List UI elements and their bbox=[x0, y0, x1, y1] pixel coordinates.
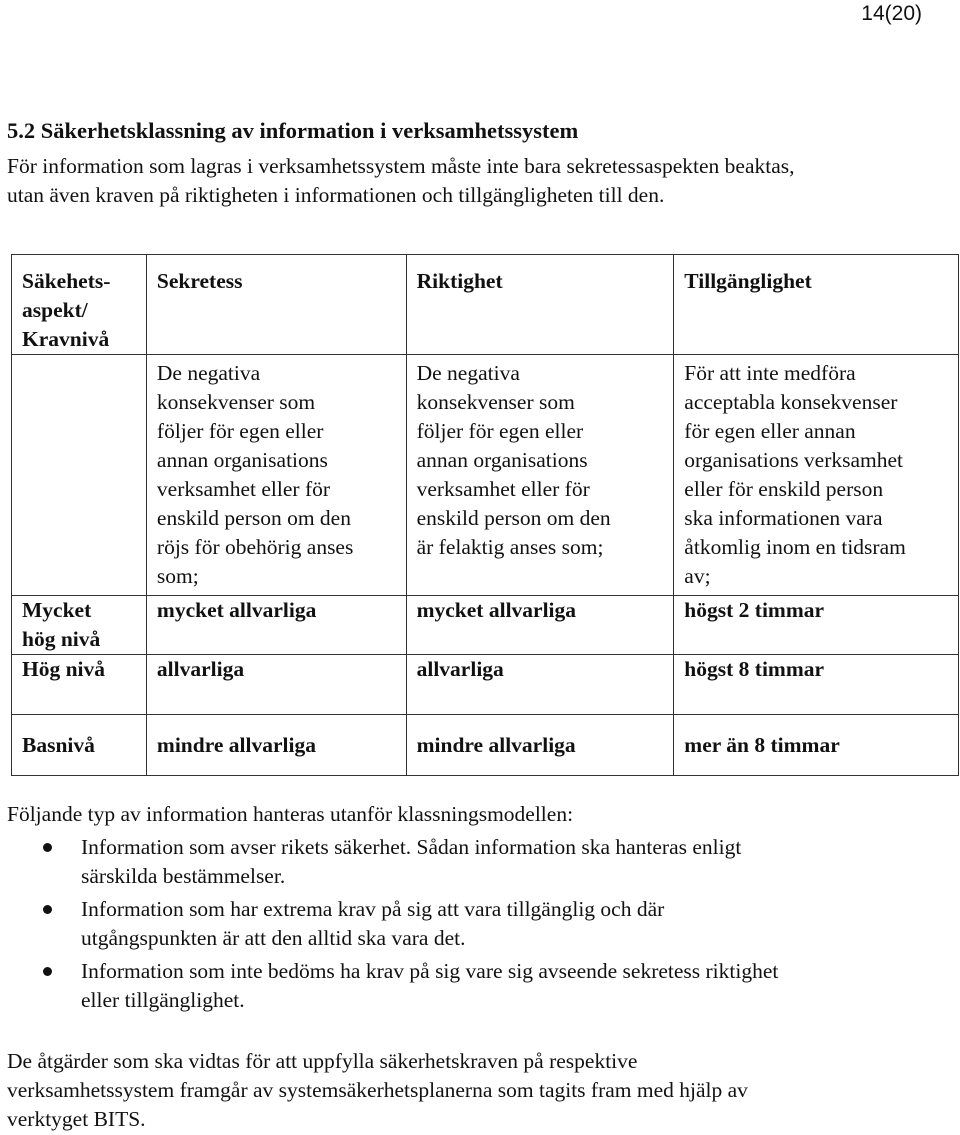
intro-line: För information som lagras i verksamhetssystem måste inte bara sekretessaspekten beaktas, bbox=[7, 154, 795, 178]
level-value-riktighet: mindre allvarliga bbox=[406, 715, 674, 776]
page-number: 14(20) bbox=[861, 2, 922, 25]
corner-label-line: aspekt/ bbox=[22, 298, 88, 322]
desc-line: enskild person om den bbox=[416, 506, 611, 530]
intro-line: utan även kraven på riktigheten i informationen och tillgängligheten till den. bbox=[7, 183, 665, 207]
desc-line: verksamhet eller för bbox=[156, 477, 331, 501]
after-table-text: Följande typ av information hanteras utanför klassningsmodellen: bbox=[7, 802, 574, 826]
level-value-sekretess: allvarliga bbox=[146, 655, 406, 715]
list-item-line: eller tillgänglighet. bbox=[81, 988, 245, 1012]
column-header-tillganglighet: Tillgänglighet bbox=[674, 255, 959, 355]
desc-line: åtkomlig inom en tidsram bbox=[684, 535, 906, 559]
desc-line: konsekvenser som bbox=[416, 390, 575, 414]
description-sekretess bbox=[146, 355, 406, 596]
exclusion-list bbox=[7, 833, 952, 1019]
desc-line: De negativa bbox=[156, 361, 261, 385]
list-item bbox=[7, 895, 952, 953]
desc-line: enskild person om den bbox=[156, 506, 351, 530]
desc-line: konsekvenser som bbox=[156, 390, 316, 414]
level-value-sekretess: mycket allvarliga bbox=[146, 596, 406, 655]
corner-header-cell bbox=[12, 255, 147, 355]
desc-line: annan organisations bbox=[156, 448, 328, 472]
empty-cell bbox=[12, 355, 147, 596]
closing-line: verktyget BITS. bbox=[7, 1107, 146, 1131]
level-label-line: hög nivå bbox=[22, 627, 101, 651]
list-item bbox=[7, 833, 952, 891]
desc-line: verksamhet eller för bbox=[416, 477, 590, 501]
level-row-hog bbox=[12, 655, 959, 715]
desc-line: för egen eller annan bbox=[684, 419, 856, 443]
section-heading: 5.2 Säkerhetsklassning av information i verksamhetssystem bbox=[7, 118, 579, 143]
bullet-icon bbox=[43, 967, 52, 976]
list-item-line: särskilda bestämmelser. bbox=[81, 864, 286, 888]
bullet-icon bbox=[43, 843, 52, 852]
intro-paragraph bbox=[7, 152, 952, 210]
level-value-riktighet: mycket allvarliga bbox=[406, 596, 674, 655]
list-item-line: Information som avser rikets säkerhet. Sådan information ska hanteras enligt bbox=[81, 835, 742, 859]
desc-line: ska informationen vara bbox=[684, 506, 883, 530]
desc-line: organisations verksamhet bbox=[684, 448, 904, 472]
level-value-tillganglighet: mer än 8 timmar bbox=[674, 715, 959, 776]
desc-line: är felaktig anses som; bbox=[416, 535, 604, 559]
closing-line: De åtgärder som ska vidtas för att uppfylla säkerhetskraven på respektive bbox=[7, 1049, 638, 1073]
desc-line: som; bbox=[156, 564, 199, 588]
level-label: Basnivå bbox=[12, 715, 147, 776]
desc-line: av; bbox=[684, 564, 711, 588]
level-row-mycket-hog bbox=[12, 596, 959, 655]
column-header-riktighet: Riktighet bbox=[406, 255, 674, 355]
description-tillganglighet bbox=[674, 355, 959, 596]
closing-paragraph bbox=[7, 1047, 952, 1134]
list-item-line: Information som har extrema krav på sig att vara tillgänglig och där bbox=[81, 897, 665, 921]
level-value-tillganglighet: högst 2 timmar bbox=[674, 596, 959, 655]
level-label-line: Mycket bbox=[22, 598, 92, 622]
bullet-icon bbox=[43, 905, 52, 914]
desc-line: De negativa bbox=[416, 361, 520, 385]
list-item bbox=[7, 957, 952, 1015]
corner-label-line: Säkehets- bbox=[22, 269, 111, 293]
list-item-line: Information som inte bedöms ha krav på sig vare sig avseende sekretess riktighet bbox=[81, 959, 779, 983]
level-value-sekretess: mindre allvarliga bbox=[146, 715, 406, 776]
list-item-line: utgångspunkten är att den alltid ska vara det. bbox=[81, 926, 466, 950]
level-row-bas bbox=[12, 715, 959, 776]
desc-line: annan organisations bbox=[416, 448, 588, 472]
desc-line: eller för enskild person bbox=[684, 477, 884, 501]
desc-line: acceptabla konsekvenser bbox=[684, 390, 898, 414]
level-value-tillganglighet: högst 8 timmar bbox=[674, 655, 959, 715]
column-header-sekretess: Sekretess bbox=[146, 255, 406, 355]
description-riktighet bbox=[406, 355, 674, 596]
desc-line: röjs för obehörig anses bbox=[156, 535, 354, 559]
desc-line: För att inte medföra bbox=[684, 361, 856, 385]
closing-line: verksamhetssystem framgår av systemsäkerhetsplanerna som tagits fram med hjälp av bbox=[7, 1078, 748, 1102]
level-value-riktighet: allvarliga bbox=[406, 655, 674, 715]
desc-line: följer för egen eller bbox=[416, 419, 584, 443]
level-label: Hög nivå bbox=[12, 655, 147, 715]
table-header-row bbox=[12, 255, 959, 355]
corner-label-line: Kravnivå bbox=[22, 327, 110, 351]
description-row bbox=[12, 355, 959, 596]
classification-table bbox=[11, 254, 959, 776]
level-label bbox=[12, 596, 147, 655]
desc-line: följer för egen eller bbox=[156, 419, 324, 443]
